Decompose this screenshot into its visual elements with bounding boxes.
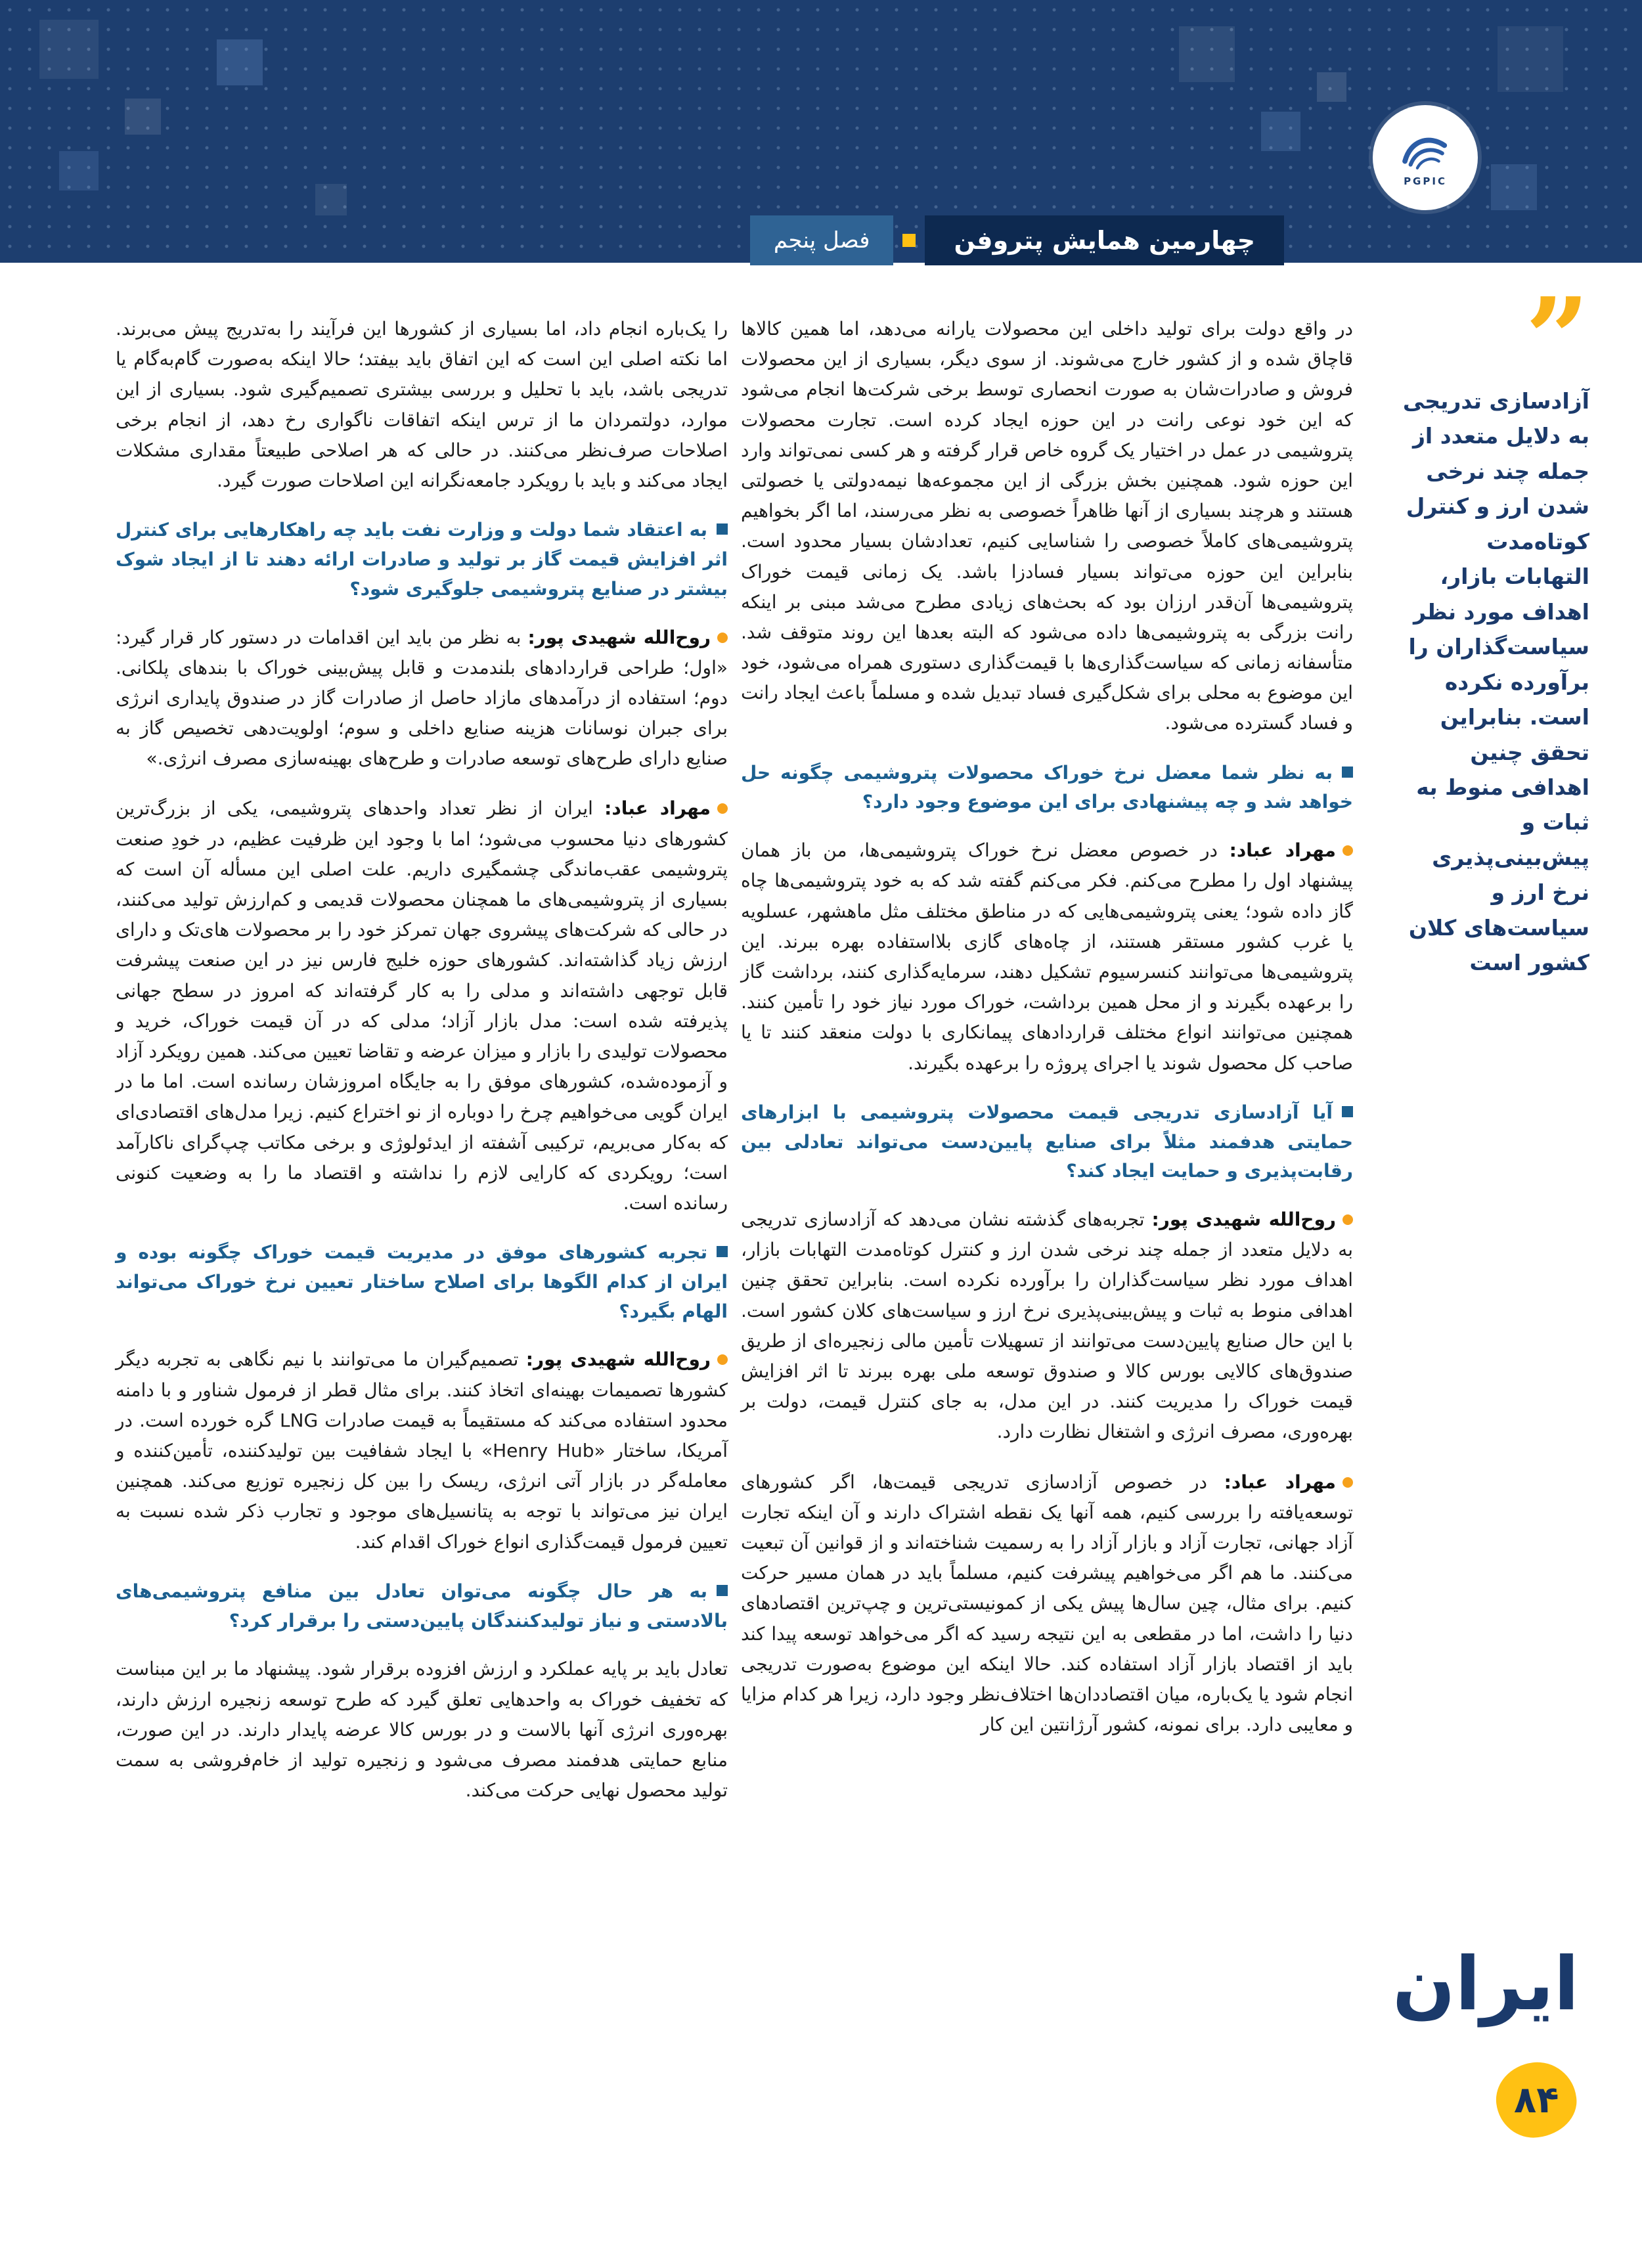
article-column-left xyxy=(116,314,728,1825)
interview-question xyxy=(116,516,728,604)
speaker-name: مهراد عباد: xyxy=(604,797,711,820)
page-number: ۸۴ xyxy=(1513,2078,1559,2122)
pgpic-logo xyxy=(1373,105,1478,210)
quote-icon: ” xyxy=(1525,289,1589,368)
interview-answer xyxy=(741,1467,1353,1741)
body-paragraph: در واقع دولت برای تولید داخلی این محصولات یارانه می‌دهد، اما همین کالاها قاچاق شده و از کشور خارج می‌شوند. از سوی دیگر، بسیاری از این محصولات فروش و صادرات‌شان به صورت انحصاری توسط برخی شرکت‌ها انجام می‌شود که این خود نوعی رانت در این حوزه ایجاد کرده است. تجارت محصولات پتروشیمی در عمل در اختیار یک گروه خاص قرار گرفته و هر کسی نمی‌تواند وارد این حوزه شود. همچنین بخش بزرگی از این مجموعه‌ها نیمه‌دولتی یا خصولتی هستند و هرچند بسیاری از آنها ظاهراً خصوصی به نظر می‌رسند، اما اگر بخواهیم پتروشیمی‌های کاملاً خصوصی را شناسایی کنیم، تعدادشان بسیار محدود است. بنابراین این حوزه می‌تواند بسیار فسادزا باشد. یک زمانی قیمت خوراک پتروشیمی‌ها آن‌قدر ارزان بود که بحث‌های زیادی مطرح می‌شد مبنی بر اینکه رانت بزرگی به پتروشیمی‌ها داده می‌شود که البته بعدها این روند متوقف شد. متأسفانه زمانی که سیاست‌گذاری‌ها با قیمت‌گذاری دستوری همراه می‌شود، خود این موضوع به محلی برای شکل‌گیری فساد تبدیل شده و مسلماً باعث ایجاد رانت و فساد گسترده می‌شود. xyxy=(741,318,1353,734)
speaker-name: روح‌الله شهیدی پور: xyxy=(527,626,711,648)
question-text: به نظر شما معضل نرخ خوراک محصولات پتروشیمی چگونه حل خواهد شد و چه پیشنهادی برای این موضوع وجود دارد؟ xyxy=(741,761,1353,813)
answer-text: تجربه‌های گذشته نشان می‌دهد که آزادسازی تدریجی به دلایل متعدد از جمله چند نرخی شدن ارز و کنترل کوتاه‌مدت التهابات بازار، اهداف مورد نظر سیاست‌گذاران را برآورده نکرده است. بنابراین تحقق چنین اهدافی منوط به ثبات و پیش‌بینی‌پذیری نرخ ارز و سیاست‌های کلان کشور است. با این حال صنایع پایین‌دست می‌توانند از تسهیلات تأمین مالی زنجیره‌ای از طریق صندوق‌های کالایی بورس کالا و صندوق توسعه ملی بهره ببرند تا اثر افزایش قیمت خوراک را مدیریت کنند. در این مدل، به جای کنترل قیمت، دولت بر بهره‌وری، مصرف انرژی و اشتغال نظارت دارد. xyxy=(741,1209,1353,1443)
interview-answer xyxy=(741,835,1353,1078)
pgpic-emblem-icon xyxy=(1397,128,1453,174)
pattern-square xyxy=(1491,164,1537,210)
speaker-bullet-icon xyxy=(717,1354,728,1365)
question-text: به اعتقاد شما دولت و وزارت نفت باید چه راهکارهایی برای کنترل اثر افزایش قیمت گاز بر تولید و صادرات ارائه دهند تا از ایجاد شوک بیشتر در صنایع پتروشیمی جلوگیری شود؟ xyxy=(116,519,728,600)
interview-answer xyxy=(741,1205,1353,1448)
speaker-name: روح‌الله شهیدی پور: xyxy=(525,1348,711,1371)
pgpic-logo-abbr: PGPIC xyxy=(1404,175,1447,187)
speaker-bullet-icon xyxy=(1342,1477,1353,1488)
pattern-square xyxy=(315,184,347,215)
interview-answer xyxy=(116,793,728,1218)
pull-quote-text: آزادسازی تدریجی به دلایل متعدد از جمله چند نرخی شدن ارز و کنترل کوتاه‌مدت التهابات بازار، اهداف مورد نظر سیاست‌گذاران را برآورده نکرده است. بنابراین تحقق چنین اهدافی منوط به ثبات و پیش‌بینی‌پذیری نرخ ارز و سیاست‌های کلان کشور است xyxy=(1402,388,1589,976)
question-text: به هر حال چگونه می‌توان تعادل بین منافع پتروشیمی‌های بالادستی و نیاز تولیدکنندگان پایین‌دستی را برقرار کرد؟ xyxy=(116,1580,728,1632)
speaker-name: مهراد عباد: xyxy=(1229,839,1337,862)
speaker-bullet-icon xyxy=(1342,1214,1353,1225)
interview-question xyxy=(741,759,1353,818)
chapter-label: فصل پنجم xyxy=(750,215,894,265)
pattern-square xyxy=(125,99,161,135)
answer-text: تصمیم‌گیران ما می‌توانند با نیم نگاهی به تجربه دیگر کشورها تصمیمات بهینه‌ای اتخاذ کنند. برای مثال قطر از فرمول شناور و با دامنه محدود استفاده می‌کند که مستقیماً به قیمت صادرات LNG گره خورده است. در آمریکا، ساختار «Henry Hub» با ایجاد شفافیت بین تولیدکننده، تأمین‌کننده و معامله‌گر در بازار آتی انرژی، ریسک را بین کل زنجیره توزیع می‌کند. همچنین ایران نیز می‌تواند با توجه به پتانسیل‌های موجود و تجارب ذکر شده نسبت به تعیین فرمول قیمت‌گذاری انواع خوراک اقدام کند. xyxy=(116,1348,728,1553)
speaker-name: روح‌الله شهیدی پور: xyxy=(1151,1209,1337,1231)
pattern-square xyxy=(59,151,99,190)
article-column-right xyxy=(741,314,1353,1760)
interview-answer xyxy=(116,1345,728,1557)
answer-text: در خصوص معضل نرخ خوراک پتروشیمی‌ها، من باز همان پیشنهاد اول را مطرح می‌کنم. فکر می‌کنم گفته شد که به خود پتروشیمی‌ها چاه گاز داده شود؛ یعنی پتروشیمی‌هایی که در مناطق مختلف مثل ماهشهر، عسلویه یا غرب کشور مستقر هستند، از چاه‌های گازی بلااستفاده بهره ببرند. این پتروشیمی‌ها می‌توانند کنسرسیوم تشکیل دهند، سرمایه‌گذاری کنند، برداشت گاز را برعهده بگیرند و از محل همین برداشت، خوراک مورد نیاز خود را تأمین کنند. همچنین می‌توانند انواع مختلف قراردادهای پیمانکاری با دولت منعقد کنند تا یا صاحب کل محصول شوند یا اجرای پروژه را برعهده بگیرند. xyxy=(741,839,1353,1074)
pattern-square xyxy=(1498,26,1563,92)
interview-question xyxy=(741,1098,1353,1186)
pattern-square xyxy=(217,39,263,85)
interview-question xyxy=(116,1238,728,1326)
page-number-badge xyxy=(1492,2058,1581,2142)
iran-brand-logotype: ایران xyxy=(1392,1942,1580,2027)
square-bullet-icon xyxy=(717,1246,728,1257)
speaker-bullet-icon xyxy=(717,633,728,643)
question-text: آیا آزادسازی تدریجی قیمت محصولات پتروشیمی با ابزارهای حمایتی هدفمند مثلاً برای صنایع پایین‌دست می‌تواند تعادلی بین رقابت‌پذیری و حمایت ایجاد کند؟ xyxy=(741,1101,1353,1182)
square-bullet-icon xyxy=(717,1585,728,1596)
pattern-square xyxy=(1261,112,1300,151)
speaker-bullet-icon xyxy=(1342,845,1353,856)
interview-question xyxy=(116,1577,728,1636)
body-paragraph: تعادل باید بر پایه عملکرد و ارزش افزوده برقرار شود. پیشنهاد ما بر این مبناست که تخفیف خوراک به واحدهایی تعلق گیرد که طرح توسعه زنجیره ارزش دارند، بهره‌وری انرژی آنها بالاست و در بورس کالا عرضه پایدار دارند. در این صورت، منابع حمایتی هدفمند مصرف می‌شود و زنجیره تولید از خام‌فروشی به سمت تولید محصول نهایی حرکت می‌کند. xyxy=(116,1658,728,1802)
pattern-square xyxy=(1179,26,1235,82)
question-text: تجربه کشورهای موفق در مدیریت قیمت خوراک چگونه بوده و ایران از کدام الگوها برای اصلاح ساختار تعیین نرخ خوراک می‌تواند الهام بگیرد؟ xyxy=(116,1241,728,1322)
conference-title: چهارمین همایش پتروفن xyxy=(925,215,1284,265)
pattern-square xyxy=(39,20,99,79)
square-bullet-icon xyxy=(1342,1106,1353,1117)
header-strip xyxy=(750,215,1284,265)
pattern-square xyxy=(1317,72,1346,102)
square-bullet-icon xyxy=(717,523,728,535)
body-paragraph: را یک‌باره انجام داد، اما بسیاری از کشورها این فرآیند را به‌تدریج پیش می‌برند. اما نکته اصلی این است که این اتفاق باید بیفتد؛ حالا اینکه به‌صورت گام‌به‌گام یا تدریجی باشد، باید با تحلیل و بررسی بیشتری تصمیم‌گیری شود. بسیاری از این موارد، دولتمردان ما از ترس اینکه اتفاقات ناگواری رخ دهد، از انجام برخی اصلاحات صرف‌نظر می‌کنند. در حالی که هر اصلاحی طبیعتاً مقداری مشکلات ایجاد می‌کند و باید با رویکرد جامعه‌نگرانه این اصلاحات صورت گیرد. xyxy=(116,318,728,491)
interview-answer xyxy=(116,623,728,774)
yellow-square-icon xyxy=(902,234,916,247)
speaker-bullet-icon xyxy=(717,803,728,814)
answer-text: به نظر من باید این اقدامات در دستور کار قرار گیرد: «اول؛ طراحی قراردادهای بلندمدت و قابل پیش‌بینی خوراک با بندهای پلکانی. دوم؛ استفاده از درآمدهای مازاد حاصل از صادرات گاز در صندوق پایداری انرژی برای جبران نوسانات هزینه صنایع داخلی و سوم؛ اولویت‌دهی تخصیص گاز به صنایع دارای طرح‌های توسعه صادرات و طرح‌های بهینه‌سازی مصرف انرژی.» xyxy=(116,626,728,770)
square-bullet-icon xyxy=(1342,767,1353,778)
answer-text: در خصوص آزادسازی تدریجی قیمت‌ها، اگر کشورهای توسعه‌یافته را بررسی کنیم، همه آنها یک نقطه اشتراک دارند و آن اینکه تجارت آزاد جهانی، تجارت آزاد و بازار آزاد را به رسمیت شناخته‌اند و از قوانین آن تبعیت می‌کنند. ما هم اگر می‌خواهیم پیشرفت کنیم، مسلماً باید در همان مسیر حرکت کنیم. برای مثال، چین سال‌ها پیش یکی از کمونیستی‌ترین و چپ‌ترین اقتصادهای دنیا را داشت، اما در مقطعی به این نتیجه رسید که اگر می‌خواهد توسعه پیدا کند باید از اقتصاد بازار آزاد استفاده کند. حالا اینکه این موضوع به‌صورت تدریجی انجام شود یا یک‌باره، میان اقتصاددان‌ها اختلاف‌نظر وجود دارد، زیرا هر کدام مزایا و معایبی دارد. برای نمونه، کشور آرژانتین این کار xyxy=(741,1471,1353,1736)
pull-quote xyxy=(1399,289,1589,981)
answer-text: ایران از نظر تعداد واحدهای پتروشیمی، یکی از بزرگ‌ترین کشورهای دنیا محسوب می‌شود؛ اما با وجود این ظرفیت عظیم، در خودِ صنعت پتروشیمی عقب‌ماندگی چشمگیری داریم. علت اصلی این مسأله آن است که بسیاری از پتروشیمی‌های ما همچنان محصولات قدیمی و کم‌ارزش تولید می‌کنند، در حالی که شرکت‌های پیشروی جهان تمرکز خود را بر محصولات های‌تک و دارای ارزش زیاد گذاشته‌اند. کشورهای حوزه خلیج فارس نیز در این صنعت پیشرفت قابل توجهی داشته‌اند و مدلی را به کار گرفته‌اند که امروز در سطح جهانی پذیرفته شده است: مدل بازار آزاد؛ مدلی که در آن قیمت خوراک، خرید و محصولات تولیدی را بازار و میزان عرضه و تقاضا تعیین می‌کند. همین رویکرد آزاد و آزموده‌شده، کشورهای موفق را به جایگاه امروزشان رسانده است. اما ما در ایران گویی می‌خواهیم چرخ را دوباره از نو اختراع کنیم. زیرا مدل‌های اقتصادی‌ای که به‌کار می‌بریم، ترکیبی آشفته از ایدئولوژی و برخی مکاتب چپ‌گرای ناکارآمد است؛ رویکردی که کارایی لازم را نداشته و اقتصاد ما را به وضعیت کنونی رسانده است. xyxy=(116,797,728,1214)
speaker-name: مهراد عباد: xyxy=(1224,1471,1336,1493)
